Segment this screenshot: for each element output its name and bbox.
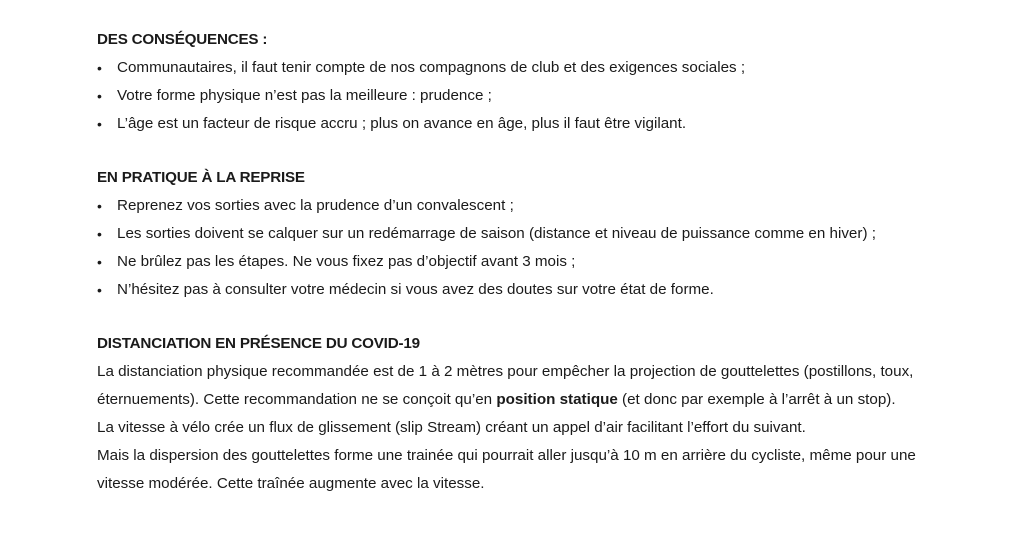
section-heading: DES CONSÉQUENCES : (97, 31, 268, 48)
list-item: • Communautaires, il faut tenir compte de nos compagnons de club et des exigences sociales ; (97, 54, 1024, 82)
list-item: • Ne brûlez pas les étapes. Ne vous fixez pas d’objectif avant 3 mois ; (97, 248, 1024, 276)
bullet-icon: • (97, 60, 102, 76)
list-item: • L’âge est un facteur de risque accru ; plus on avance en âge, plus il faut être vigilant. (97, 110, 1024, 138)
emphasis-text: position statique (496, 391, 618, 408)
section-distanciation (97, 330, 1024, 498)
section-heading: EN PRATIQUE À LA REPRISE (97, 169, 305, 186)
bullet-icon: • (97, 282, 102, 298)
bullet-list (97, 192, 1024, 304)
list-item: • Votre forme physique n’est pas la meilleure : prudence ; (97, 82, 1024, 110)
bullet-icon: • (97, 254, 102, 270)
section-consequences (97, 26, 1024, 138)
bullet-icon: • (97, 116, 102, 132)
paragraph: La distanciation physique recommandée est de 1 à 2 mètres pour empêcher la projection de gouttelettes (postillons, toux, éternuements). Cette recommandation ne se conçoit qu’en position statique (et donc par exemple à l’arrêt à un stop). (97, 363, 914, 408)
bullet-icon: • (97, 88, 102, 104)
list-item: • Les sorties doivent se calquer sur un redémarrage de saison (distance et niveau de puissance comme en hiver) ; (97, 220, 1024, 248)
section-heading: DISTANCIATION EN PRÉSENCE DU COVID-19 (97, 335, 420, 352)
bullet-icon: • (97, 198, 102, 214)
bullet-list (97, 54, 1024, 138)
list-item: • N’hésitez pas à consulter votre médecin si vous avez des doutes sur votre état de forme. (97, 276, 1024, 304)
paragraph: La vitesse à vélo crée un flux de glissement (slip Stream) créant un appel d’air facilitant l’effort du suivant. (97, 419, 806, 436)
bullet-icon: • (97, 226, 102, 242)
list-item: • Reprenez vos sorties avec la prudence d’un convalescent ; (97, 192, 1024, 220)
paragraph: Mais la dispersion des gouttelettes forme une trainée qui pourrait aller jusqu’à 10 m en arrière du cycliste, même pour une vitesse modérée. Cette traînée augmente avec la vitesse. (97, 447, 916, 492)
section-reprise (97, 164, 1024, 304)
